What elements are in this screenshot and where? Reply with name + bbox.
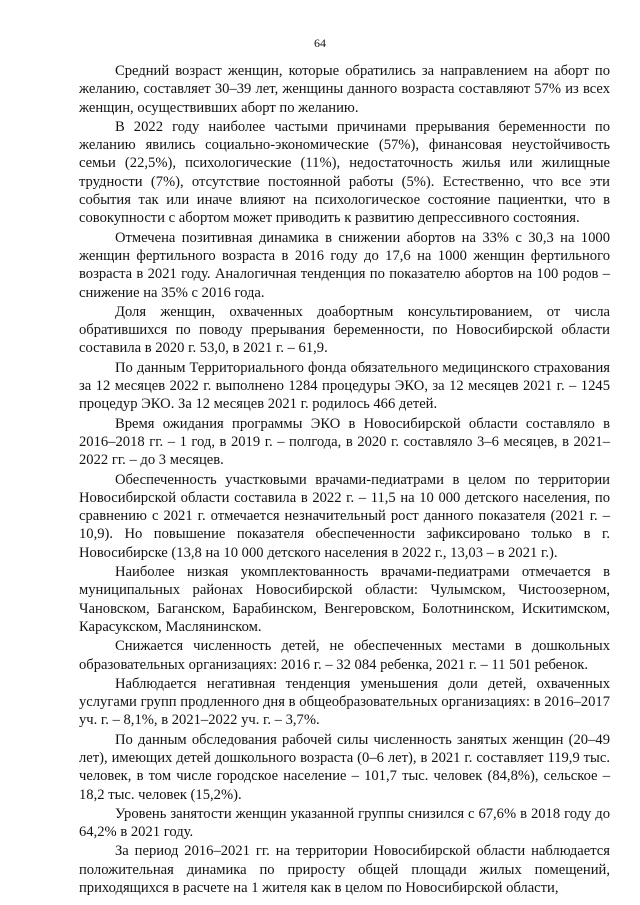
paragraph-abortion-dynamics: Отмечена позитивная динамика в снижении абортов на 33% с 30,3 на 1000 женщин фертильного возраста в 2016 году до 17,6 на 1000 женщин фертильного возраста в 2021 году. Аналогичная тенденция по показателю абортов на 100 родов – снижение на 35% с 2016 года. [79,229,610,301]
paragraph-pediatrician-staffing: Наиболее низкая укомплектованность врачами-педиатрами отмечается в муниципальных районах Новосибирской области: Чулымском, Чистоозерном, Чановском, Баганском, Барабинском, Венгеровском, Болотнинском, Искитимском, Карасукском, Маслянинском. [79,564,610,635]
paragraph-ivf-procedures: По данным Территориального фонда обязательного медицинского страхования за 12 месяцев 2022 г. выполнено 1284 процедуры ЭКО, за 12 месяцев 2021 г. – 1245 процедур ЭКО. За 12 месяцев 2021 г. родилось 466 детей. [79,359,610,413]
paragraph-employed-women: По данным обследования рабочей силы численность занятых женщин (20–49 лет), имеющих детей дошкольного возраста (0–6 лет), в 2021 г. составляет 119,9 тыс. человек, в том числе городское население – 101,7 тыс. человек (84,8%), сельское – 18,2 тыс. человек (15,2%). [79,731,610,803]
paragraph-housing-dynamics: За период 2016–2021 гг. на территории Новосибирской области наблюдается положительная динамика по приросту общей площади жилых помещений, приходящихся в расчете на 1 жителя как в целом по Новосибирской области, [79,843,610,897]
paragraph-abortion-age: Средний возраст женщин, которые обратились за направлением на аборт по желанию, составляет 30–39 лет, женщины данного возраста составляют 57% из всех женщин, осуществивших аборт по желанию. [79,63,610,116]
paragraph-pediatrician-coverage: Обеспеченность участковыми врачами-педиатрами в целом по территории Новосибирской области составила в 2022 г. – 11,5 на 10 000 детского населения, по сравнению с 2021 г. отмечается незначительный рост данного показателя (2021 г. – 10,9). Но повышение показателя обеспеченности зафиксировано только в г. Новосибирске (13,8 на 10 000 детского населения в 2022 г., 13,03 – в 2021 г.). [79,471,610,561]
page-number: 64 [314,36,326,50]
paragraph-extended-day-groups: Наблюдается негативная тенденция уменьшения доли детей, охваченных услугами групп продленного дня в общеобразовательных организациях: в 2016–2017 уч. г. – 8,1%, в 2021–2022 уч. г. – 3,7%. [79,675,610,729]
paragraph-employment-rate: Уровень занятости женщин указанной группы снизился с 67,6% в 2018 году до 64,2% в 2021 году. [79,805,610,841]
paragraph-ivf-waiting-time: Время ожидания программы ЭКО в Новосибирской области составляло в 2016–2018 гг. – 1 год, в 2019 г. – полгода, в 2020 г. составляло 3–6 месяцев, в 2021–2022 гг. – до 3 месяцев. [79,415,610,469]
paragraph-abortion-reasons: В 2022 году наиболее частыми причинами прерывания беременности по желанию явились социально-экономические (57%), финансовая неустойчивость семьи (22,5%), психологические (11%), недостаточность жилья или жилищные трудности (7%), отсутствие постоянной работы (5%). Естественно, что все эти события так или иначе влияют на психологическое состояние пациентки, что в совокупности с абортом может приводить к развитию депрессивного состояния. [79,118,610,227]
page-body [79,62,610,898]
paragraph-preschool-places: Снижается численность детей, не обеспеченных местами в дошкольных образовательных организациях: 2016 г. – 32 084 ребенка, 2021 г. – 11 501 ребенок. [79,638,610,673]
paragraph-counseling-share: Доля женщин, охваченных доабортным консультированием, от числа обратившихся по поводу прерывания беременности, по Новосибирской области составила в 2020 г. 53,0, в 2021 г. – 61,9. [79,303,610,357]
